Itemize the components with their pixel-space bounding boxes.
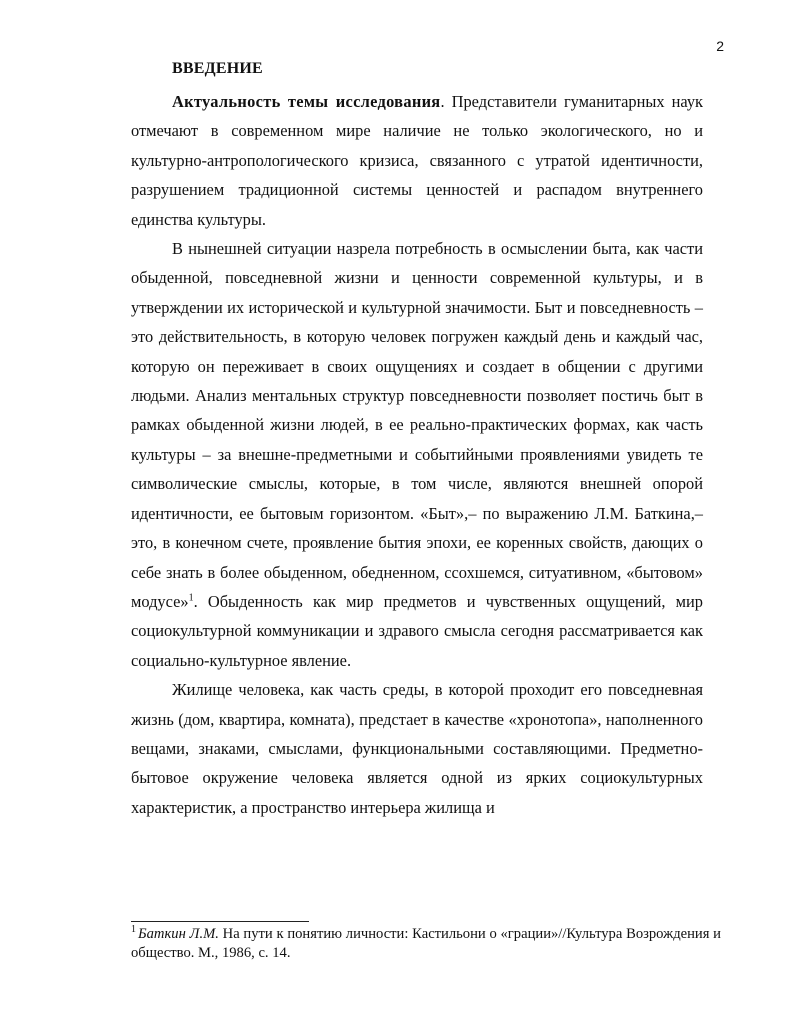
page-number: 2 [716, 38, 724, 54]
footnote-mark: 1 [131, 924, 136, 936]
paragraph-1-text: . Представители гуманитарных наук отмечают в современном мире наличие не только экологического, но и культурно-антропологического кризиса, связанного с утратой идентичности, разрушением традиционной системы ценностей и распадом внутреннего единства культуры. [131, 92, 703, 229]
footnote [131, 925, 721, 963]
footnote-rule [131, 921, 309, 922]
footnote-reference[interactable]: 1 [188, 592, 194, 604]
paragraph-3-text: Жилище человека, как часть среды, в которой проходит его повседневная жизнь (дом, квартира, комната), предстает в качестве «хронотопа», наполненного вещами, знаками, смыслами, функциональными составляющими. Предметно-бытовое окружение человека является одной из ярких социокультурных характеристик, а пространство интерьера жилища и [131, 680, 703, 817]
paragraph-3 [131, 675, 703, 822]
paragraph-2-text: В нынешней ситуации назрела потребность в осмыслении быта, как части обыденной, повседневной жизни и ценности современной культуры, и в утверждении их исторической и культурной значимости. Быт и повседневность – это действительность, в которую человек погружен каждый день и каждый час, которую он переживает в своих ощущениях и создает в общении с другими людьми. Анализ ментальных структур повседневности позволяет постичь быт в рамках обыденной жизни людей, в ее реально-практических формах, как часть культуры – за внешне-предметными и событийными проявлениями увидеть те символические смыслы, которые, в том числе, являются внешней опорой идентичности, ее бытовым горизонтом. «Быт»,– по выражению Л.М. Баткина,– это, в конечном счете, проявление бытия эпохи, ее коренных свойств, дающих о себе знать в более обыденном, обедненном, ссохшемся, ситуативном, «бытовом» модусе» [131, 239, 703, 611]
paragraph-2-text-after: . Обыденность как мир предметов и чувственных ощущений, мир социокультурной коммуникации и здравого смысла сегодня рассматривается как социально-культурное явление. [131, 591, 703, 670]
footnote-author: Баткин Л.М. [138, 926, 219, 942]
footnote-text: На пути к понятию личности: Кастильони о «грации»//Культура Возрождения и общество. М., 1986, с. 14. [131, 926, 721, 961]
paragraph-lead: Актуальность темы исследования [172, 92, 441, 111]
paragraph-1 [131, 87, 703, 234]
body-text [131, 87, 703, 822]
section-heading: ВВЕДЕНИЕ [172, 60, 263, 77]
paragraph-2 [131, 234, 703, 675]
